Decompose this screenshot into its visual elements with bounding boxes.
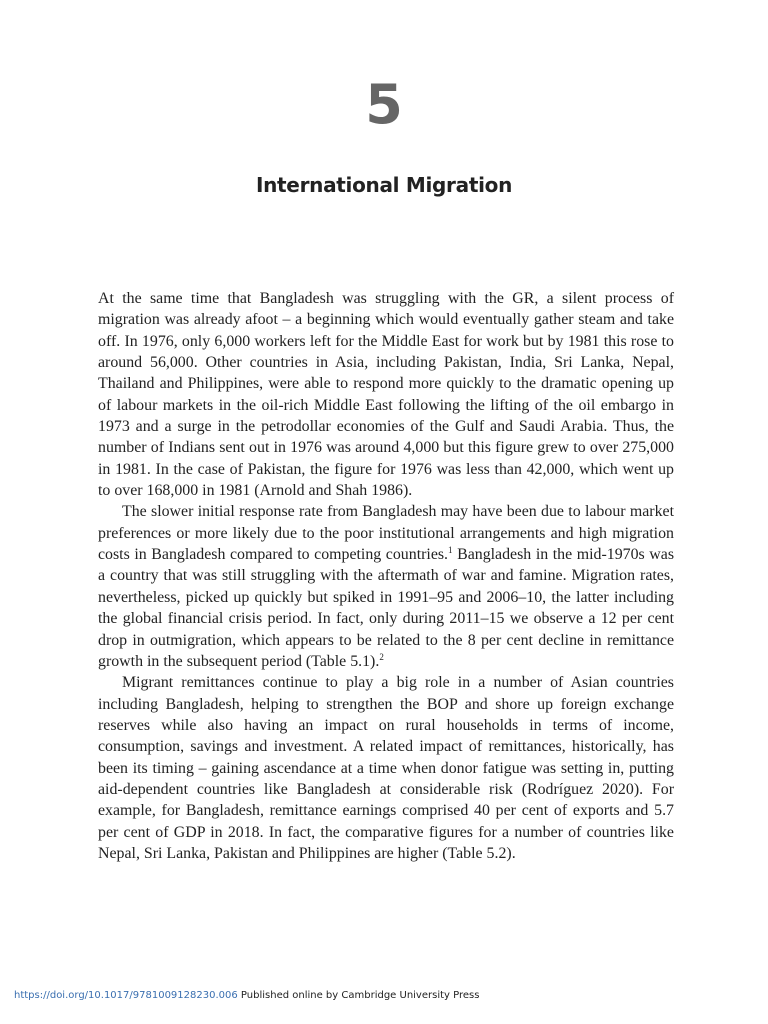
page-footer bbox=[14, 990, 479, 1001]
paragraph-2 bbox=[98, 501, 674, 672]
paragraph-1: At the same time that Bangladesh was struggling with the GR, a silent process of migration was already afoot – a beginning which would eventually gather steam and take off. In 1976, only 6,000 workers left for the Middle East for work but by 1981 this rose to around 56,000. Other countries in Asia, including Pakistan, India, Sri Lanka, Nepal, Thailand and Philippines, were able to respond more quickly to the dramatic opening up of labour markets in the oil-rich Middle East following the lifting of the oil embargo in 1973 and a surge in the petrodollar economies of the Gulf and Saudi Arabia. Thus, the number of Indians sent out in 1976 was around 4,000 but this figure grew to over 275,000 in 1981. In the case of Pakistan, the figure for 1976 was less than 42,000, which went up to over 168,000 in 1981 (Arnold and Shah 1986). bbox=[98, 290, 674, 500]
footnote-ref-1[interactable]: 1 bbox=[448, 545, 453, 556]
paragraph-3: Migrant remittances continue to play a big role in a number of Asian countries including Bangladesh, helping to strengthen the BOP and shore up foreign exchange reserves while also having an impact on rural households in terms of income, consumption, savings and investment. A related impact of remittances, historically, has been its timing – gaining ascendance at a time when donor fatigue was setting in, putting aid-dependent countries like Bangladesh at considerable risk (Rodríguez 2020). For example, for Bangladesh, remittance earnings comprised 40 per cent of exports and 5.7 per cent of GDP in 2018. In fact, the comparative figures for a number of countries like Nepal, Sri Lanka, Pakistan and Philippines are higher (Table 5.2). bbox=[98, 674, 674, 862]
paragraph-2-part-1: The slower initial response rate from Bangladesh may have been due to labour market preferences or more likely due to the poor institutional arrangements and high migration costs in Bangladesh compared to competing countries. bbox=[98, 503, 674, 564]
chapter-title: International Migration bbox=[255, 173, 513, 197]
footnote-ref-2[interactable]: 2 bbox=[379, 651, 384, 662]
paragraph-2-part-2: Bangladesh in the mid-1970s was a country that was still struggling with the aftermath of war and famine. Migration rates, nevertheless, picked up quickly but spiked in 1991–95 and 2006–10, the latter including the global financial crisis period. In fact, only during 2011–15 we observe a 12 per cent drop in outmigration, which appears to be related to the 8 per cent decline in remittance growth in the subsequent period (Table 5.1). bbox=[98, 546, 675, 670]
doi-link[interactable]: https://doi.org/10.1017/9781009128230.006 bbox=[14, 990, 238, 1001]
chapter-number: 5 bbox=[365, 73, 403, 136]
body-text bbox=[98, 288, 674, 864]
publisher-note: Published online by Cambridge University Press bbox=[237, 990, 480, 1001]
